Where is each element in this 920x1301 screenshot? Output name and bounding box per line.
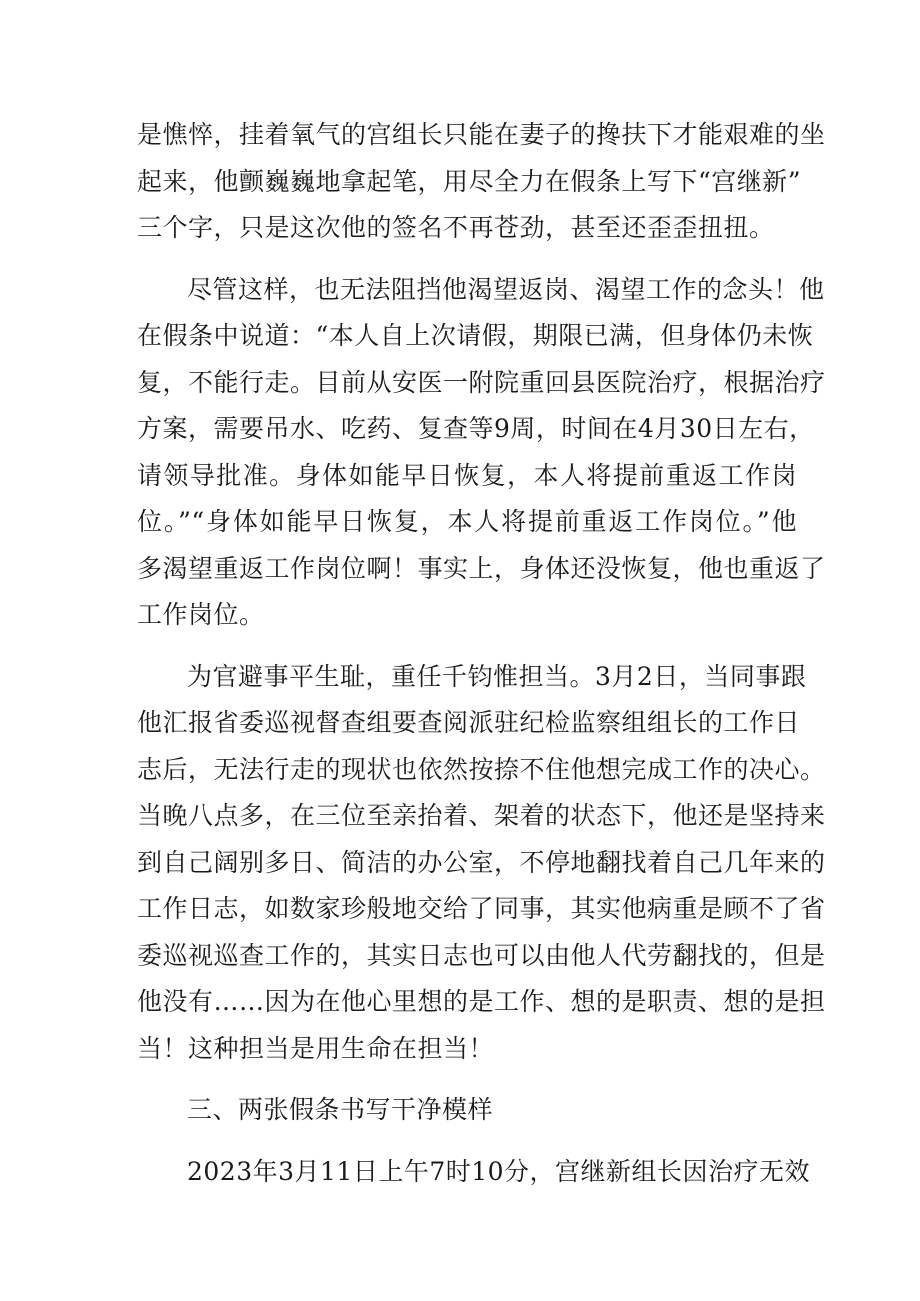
- paragraph-4: [137, 1149, 811, 1196]
- text-line: 当！这种担当是用生命在担当！: [137, 1033, 495, 1063]
- paragraph-1: [137, 112, 826, 252]
- text-line: 位。”“身体如能早日恢复，本人将提前重返工作岗位。”他: [137, 507, 797, 536]
- text-line: 当晚八点多，在三位至亲抬着、架着的状态下，他还是坚持来: [137, 801, 826, 830]
- text-line: 多渴望重返工作岗位啊！事实上，身体还没恢复，他也重返了: [137, 553, 826, 583]
- paragraph-gap: [137, 252, 797, 267]
- text-line: 在假条中说道：“本人自上次请假，期限已满，但身体仍未恢: [137, 321, 814, 350]
- text-line: 他汇报省委巡视督查组要查阅派驻纪检监察组组长的工作日: [137, 708, 801, 737]
- text-line: 请领导批准。身体如能早日恢复，本人将提前重返工作岗: [137, 460, 797, 490]
- text-line: 到自己阔别多日、简洁的办公室，不停地翻找着自己几年来的: [137, 847, 826, 877]
- section-heading-text: 三、两张假条书写干净模样: [187, 1095, 494, 1124]
- text-line: 尽管这样，也无法阻挡他渴望返岗、渴望工作的念头！他: [187, 274, 825, 304]
- text-line: 他没有……因为在他心里想的是工作、想的是职责、想的是担: [137, 987, 826, 1016]
- paragraph-gap: [137, 639, 797, 654]
- text-line: 志后，无法行走的现状也依然按捺不住他想完成工作的决心。: [137, 754, 826, 784]
- text-line: 复，不能行走。目前从安医一附院重回县医院治疗，根据治疗: [137, 367, 826, 397]
- text-line: 工作日志，如数家珍般地交给了同事，其实他病重是顾不了省: [137, 894, 826, 923]
- paragraph-gap: [137, 1072, 797, 1087]
- text-line: 三个字，只是这次他的签名不再苍劲，甚至还歪歪扭扭。: [137, 213, 775, 242]
- paragraph-2: [137, 267, 826, 639]
- text-line: 为官避事平生耻，重任千钧惟担当。3月2日，当同事跟: [187, 661, 807, 691]
- text-line: 2023年3月11日上午7时10分，宫继新组长因治疗无效: [187, 1156, 811, 1186]
- document-body: [137, 112, 826, 1195]
- text-line: 方案，需要吊水、吃药、复查等9周，时间在4月30日左右，: [137, 414, 815, 443]
- text-line: 是憔悴，挂着氧气的宫组长只能在妻子的搀扶下才能艰难的坐: [137, 120, 826, 149]
- section-heading: [137, 1087, 797, 1134]
- paragraph-3: [137, 654, 826, 1073]
- text-line: 委巡视巡查工作的，其实日志也可以由他人代劳翻找的，但是: [137, 940, 826, 970]
- text-line: 工作岗位。: [137, 600, 265, 629]
- text-line: 起来，他颤巍巍地拿起笔，用尽全力在假条上写下“宫继新”: [137, 166, 802, 196]
- paragraph-gap: [137, 1134, 797, 1149]
